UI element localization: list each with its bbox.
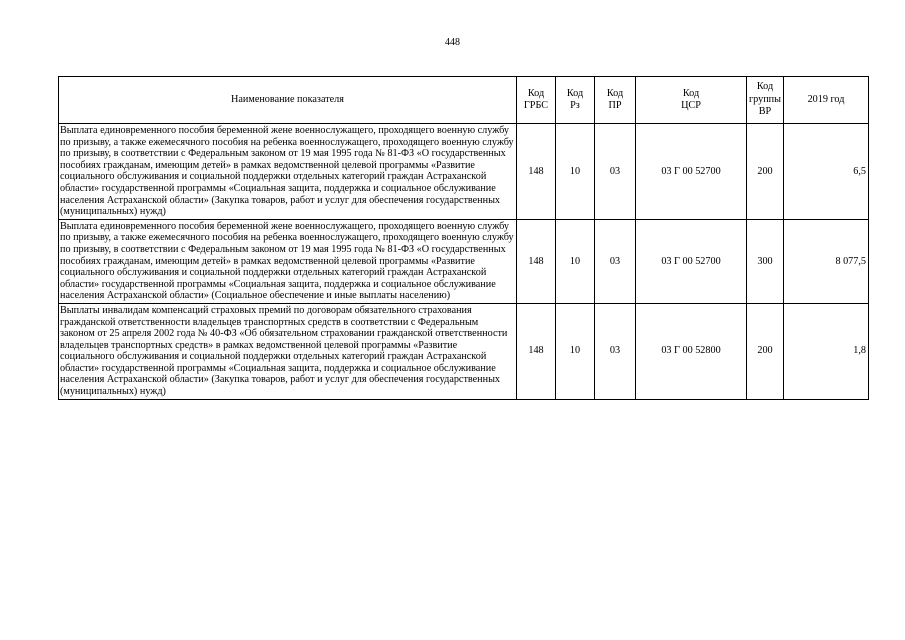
header-rz bbox=[556, 77, 595, 124]
header-vr-line1: Код bbox=[756, 81, 774, 93]
row-name: Выплаты инвалидам компенсаций страховых премий по договорам обязательного страхования гражданской ответственности владельцев транспортных средств в соответствии с Федеральным законом от 25 апреля 2002 года № 40-ФЗ «Об обязательном страховании гражданской ответственности владельцев транспортных средств» в рамках ведомственной целевой программы «Развитие социального обслуживания и социальной поддержки отдельных категорий граждан Астраханской области» государственной программы «Социальная защита, поддержка и социальное обслуживание населения Астраханской области» (Закупка товаров, работ и услуг для обеспечения государственных (муниципальных) нужд) bbox=[59, 303, 517, 399]
row-pr: 03 bbox=[595, 124, 636, 220]
header-grbs-line1: Код bbox=[527, 87, 545, 99]
table-header-row bbox=[59, 77, 869, 124]
header-grbs bbox=[517, 77, 556, 124]
row-vr: 200 bbox=[747, 303, 784, 399]
table-row bbox=[59, 219, 869, 303]
header-pr-line1: Код bbox=[606, 87, 624, 99]
row-pr: 03 bbox=[595, 219, 636, 303]
header-grbs-line2: ГРБС bbox=[523, 100, 549, 111]
row-amount: 1,8 bbox=[784, 303, 869, 399]
header-vr-line2: группы bbox=[749, 93, 781, 105]
header-year: 2019 год bbox=[784, 77, 869, 124]
row-grbs: 148 bbox=[517, 124, 556, 220]
row-csr: 03 Г 00 52700 bbox=[636, 124, 747, 220]
header-name: Наименование показателя bbox=[59, 77, 517, 124]
header-rz-line1: Код bbox=[566, 87, 584, 99]
page-number: 448 bbox=[445, 37, 460, 48]
budget-table bbox=[58, 76, 869, 400]
row-vr: 200 bbox=[747, 124, 784, 220]
row-rz: 10 bbox=[556, 303, 595, 399]
header-rz-line2: Рз bbox=[570, 100, 580, 111]
row-grbs: 148 bbox=[517, 303, 556, 399]
row-csr: 03 Г 00 52800 bbox=[636, 303, 747, 399]
header-csr-line2: ЦСР bbox=[681, 100, 701, 111]
row-amount: 8 077,5 bbox=[784, 219, 869, 303]
header-csr-line1: Код bbox=[682, 87, 700, 99]
row-amount: 6,5 bbox=[784, 124, 869, 220]
row-name: Выплата единовременного пособия беременной жене военнослужащего, проходящего военную службу по призыву, а также ежемесячного пособия на ребенка военнослужащего, проходящего военную службу по призыву, в соответствии с Федеральным законом от 19 мая 1995 года № 81-ФЗ «О государственных пособиях гражданам, имеющим детей» в рамках ведомственной целевой программы «Развитие социального обслуживания и социальной поддержки отдельных категорий граждан Астраханской области» государственной программы «Социальная защита, поддержка и социальное обслуживание населения Астраханской области» (Закупка товаров, работ и услуг для обеспечения государственных (муниципальных) нужд) bbox=[59, 124, 517, 220]
header-csr bbox=[636, 77, 747, 124]
row-pr: 03 bbox=[595, 303, 636, 399]
header-pr bbox=[595, 77, 636, 124]
header-pr-line2: ПР bbox=[608, 100, 622, 111]
row-rz: 10 bbox=[556, 219, 595, 303]
row-vr: 300 bbox=[747, 219, 784, 303]
row-csr: 03 Г 00 52700 bbox=[636, 219, 747, 303]
table-row bbox=[59, 124, 869, 220]
header-vr-line3: ВР bbox=[758, 106, 772, 118]
table-row bbox=[59, 303, 869, 399]
row-rz: 10 bbox=[556, 124, 595, 220]
row-name: Выплата единовременного пособия беременной жене военнослужащего, проходящего военную службу по призыву, а также ежемесячного пособия на ребенка военнослужащего, проходящего военную службу по призыву, в соответствии с Федеральным законом от 19 мая 1995 года № 81-ФЗ «О государственных пособиях гражданам, имеющим детей» в рамках ведомственной целевой программы «Развитие социального обслуживания и социальной поддержки отдельных категорий граждан Астраханской области» государственной программы «Социальная защита, поддержка и социальное обслуживание населения Астраханской области» (Социальное обеспечение и иные выплаты населению) bbox=[59, 219, 517, 303]
row-grbs: 148 bbox=[517, 219, 556, 303]
header-vr bbox=[747, 77, 784, 124]
